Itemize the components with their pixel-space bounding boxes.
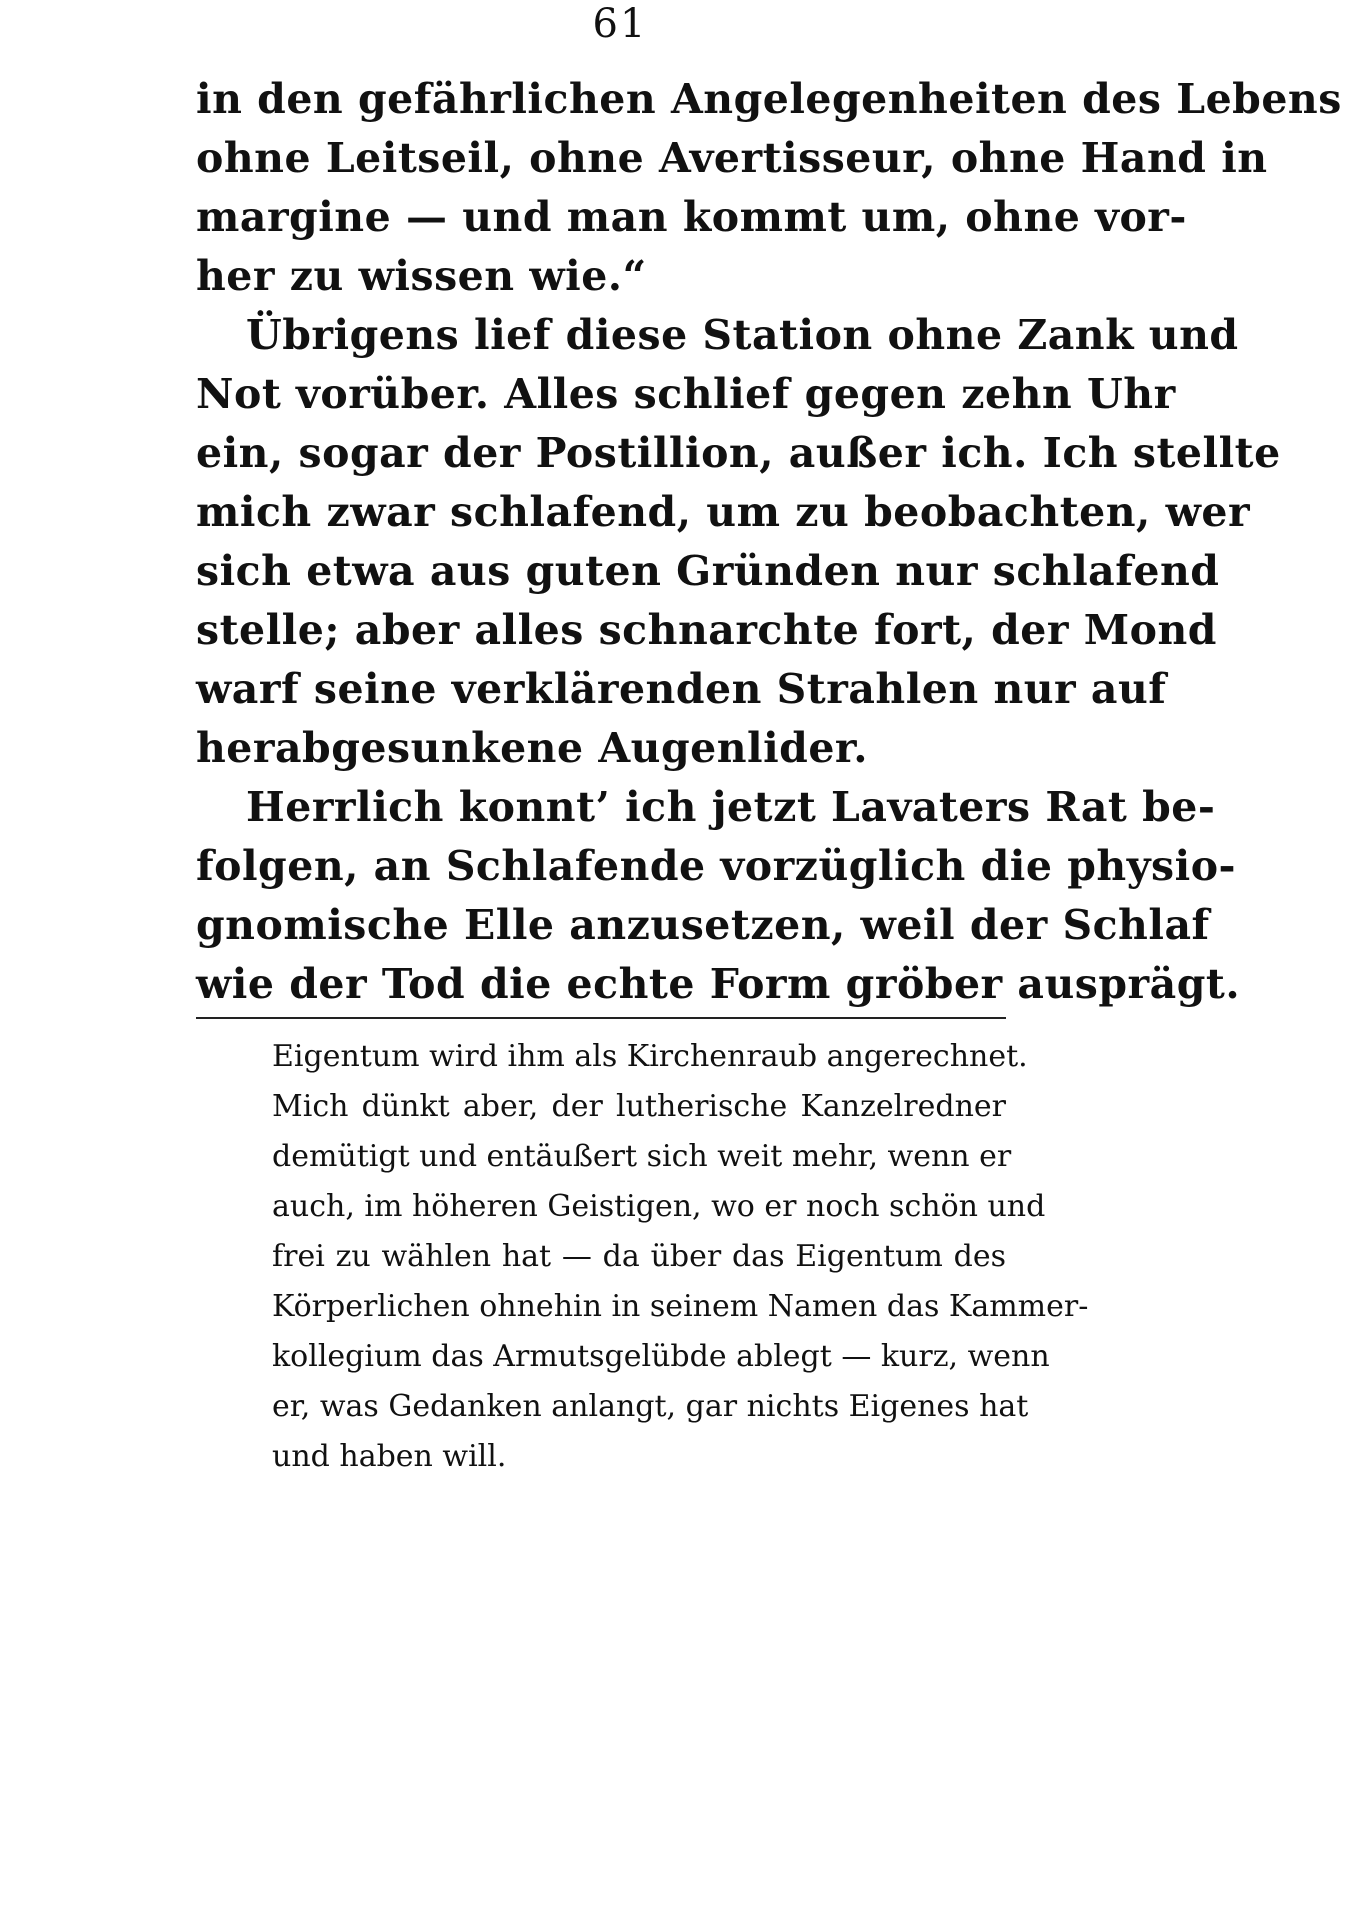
text-line: sich etwa aus guten Gründen nur schlafend [196, 547, 1220, 595]
text-line: folgen, an Schlafende vorzüglich die physio- [196, 842, 1237, 890]
text-line: margine — und man kommt um, ohne vor- [196, 193, 1187, 241]
text-line: ohne Leitseil, ohne Avertisseur, ohne Hand in [196, 134, 1268, 182]
text-line: her zu wissen wie.“ [196, 252, 647, 300]
text-line: gnomische Elle anzusetzen, weil der Schlaf [196, 901, 1210, 949]
footnote-line: Mich dünkt aber, der lutherische Kanzelredner [272, 1089, 1006, 1124]
text-line: Not vorüber. Alles schlief gegen zehn Uhr [196, 370, 1176, 418]
text-line: in den gefährlichen Angelegenheiten des Lebens [196, 75, 1342, 123]
paragraph-1 [196, 70, 1342, 306]
footnote-line: frei zu wählen hat — da über das Eigentum des [272, 1239, 1006, 1274]
footnote-line: auch, im höheren Geistigen, wo er noch schön und [272, 1189, 1046, 1224]
footnote-line: und haben will. [272, 1439, 507, 1474]
footnote-line: demütigt und entäußert sich weit mehr, wenn er [272, 1139, 1012, 1174]
text-line: stelle; aber alles schnarchte fort, der Mond [196, 606, 1217, 654]
main-text [196, 70, 1342, 1014]
paragraph-2 [196, 306, 1281, 778]
footnote-line: kollegium das Armutsgelübde ablegt — kurz, wenn [272, 1339, 1050, 1374]
footnote [272, 1032, 1089, 1482]
text-line: wie der Tod die echte Form gröber ausprägt. [196, 960, 1241, 1008]
text-line: herabgesunkene Augenlider. [196, 724, 869, 772]
page-number: 61 [592, 1, 648, 47]
text-line: ein, sogar der Postillion, außer ich. Ich stellte [196, 429, 1281, 477]
footnote-line: er, was Gedanken anlangt, gar nichts Eigenes hat [272, 1389, 1029, 1424]
paragraph-3 [196, 778, 1241, 1014]
footnote-line: Körperlichen ohnehin in seinem Namen das Kammer- [272, 1289, 1089, 1324]
footnote-line: Eigentum wird ihm als Kirchenraub angerechnet. [272, 1039, 1028, 1074]
footnote-divider [196, 1017, 1006, 1019]
text-line: mich zwar schlafend, um zu beobachten, wer [196, 488, 1251, 536]
text-line: Herrlich konnt’ ich jetzt Lavaters Rat be- [246, 783, 1216, 831]
text-line: warf seine verklärenden Strahlen nur auf [196, 665, 1167, 713]
text-line: Übrigens lief diese Station ohne Zank und [246, 311, 1239, 359]
